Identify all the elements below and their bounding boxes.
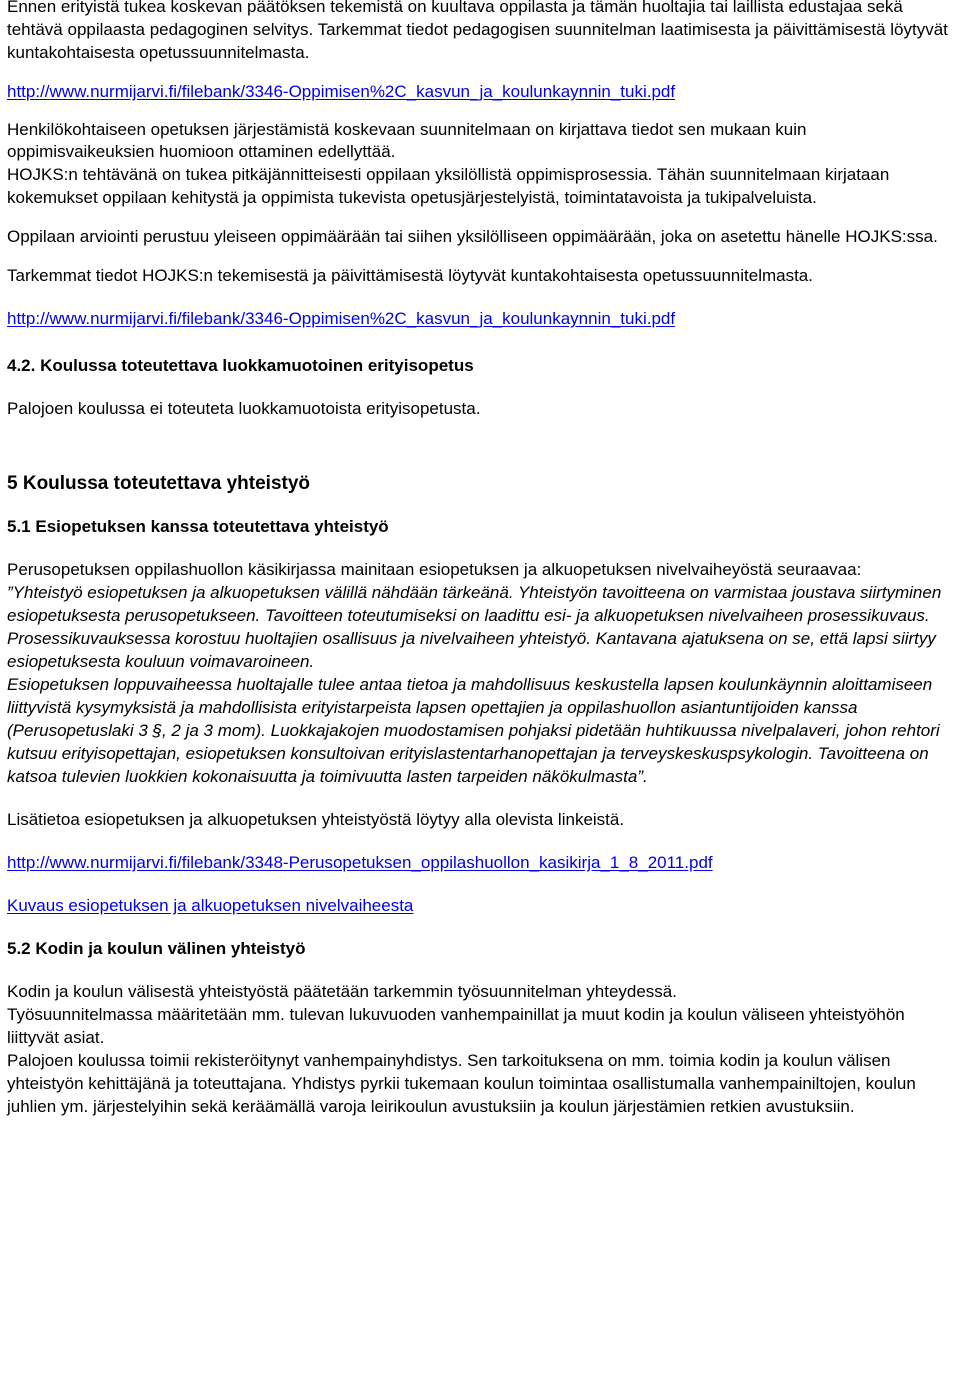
paragraph-tyosuunnitelma: Kodin ja koulun välisestä yhteistyöstä päätetään tarkemmin työsuunnitelman yhteydessä. [7,982,677,1001]
paragraph-oppilashuollon-kasikirja: Perusopetuksen oppilashuollon käsikirjassa mainitaan esiopetuksen ja alkuopetuksen nivelvaiheyöstä seuraavaa: [7,560,862,579]
link-oppimisen-tuki-1[interactable] [7,80,957,103]
link-oppimisen-tuki-2[interactable] [7,307,957,330]
document-page [7,0,957,1118]
paragraph-henkilokohtainen-suunnitelma: Henkilökohtaiseen opetuksen järjestämistä koskevaan suunnitelmaan on kirjattava tiedot sen mukaan kuin oppimisvaikeuksien huomioon ottaminen edellyttää. [7,120,807,161]
paragraph-arviointi: Oppilaan arviointi perustuu yleiseen oppimäärään tai siihen yksilölliseen oppimäärään, joka on asetettu hänelle HOJKS:ssa. [7,227,938,246]
link-nivelvaihe-kuvaus-text[interactable]: Kuvaus esiopetuksen ja alkuopetuksen nivelvaiheesta [7,896,414,915]
quote-nivelvaihe-1: ”Yhteistyö esiopetuksen ja alkuopetuksen välillä nähdään tärkeänä. Yhteistyön tavoitteena on varmistaa joustava siirtyminen esiopetuksesta perusopetukseen. Tavoitteen toteutumiseksi on laadittu esi- ja alkuopetuksen nivelvaiheen prosessikuvaus. Prosessikuvauksessa korostuu huoltajien osallisuus ja nivelvaiheen yhteistyö. Kantavana ajatuksena on se, että lapsi siirtyy esiopetuksesta kouluun voimavaroineen. [7,583,942,671]
paragraph-vanhempainyhdistys: Palojoen koulussa toimii rekisteröitynyt vanhempainyhdistys. Sen tarkoituksena on mm. toimia kodin ja koulun välisen yhteistyön kehittäjänä ja toteuttajana. Yhdistys pyrkii tukemaan koulun toimintaa osallistumalla vanhempainiltojen, koulun juhlien ym. järjestelyihin sekä keräämällä varoja leirikoulun avustuksiin ja koulun järjestämien retkien avustuksiin. [7,1051,916,1116]
heading-5-1: 5.1 Esiopetuksen kanssa toteutettava yhteistyö [7,517,389,536]
quote-nivelvaihe-2: Esiopetuksen loppuvaiheessa huoltajalle tulee antaa tietoa ja mahdollisuus keskustella lapsen koulunkäynnin aloittamiseen liittyvistä kysymyksistä ja mahdollisista erityistarpeista lapsen opettajien ja oppilashuollon asiantuntijoiden kanssa (Perusopetuslaki 3 §, 2 ja 3 mom). Luokkajakojen muodostamisen pohjaksi pidetään huhtikuussa nivelpalaveri, johon rehtori kutsuu erityisopettajan, esiopetuksen konsultoivan erityislastentarhanopettajan ja terveyskeskuspsykologin. Tavoitteena on katsoa tulevien luokkien kokonaisuutta ja toimivuutta lasten tarpeiden näkökulmasta”. [7,675,940,786]
heading-5-2: 5.2 Kodin ja koulun välinen yhteistyö [7,939,306,958]
paragraph-hojks-tehtava: HOJKS:n tehtävänä on tukea pitkäjännitteisesti oppilaan yksilöllistä oppimisprosessia. Tähän suunnitelmaan kirjataan kokemukset oppilaan kehitystä ja oppimista tukevista opetusjärjestelyistä, toimintatavoista ja tukipalveluista. [7,165,890,207]
paragraph-vanhempainillat: Työsuunnitelmassa määritetään mm. tulevan lukuvuoden vanhempainillat ja muut kodin ja koulun väliseen yhteistyöhön liittyvät asiat. [7,1005,905,1047]
paragraph-lisatietoa: Lisätietoa esiopetuksen ja alkuopetuksen yhteistyöstä löytyy alla olevista linkeistä. [7,810,625,829]
link-nivelvaihe-kuvaus[interactable] [7,894,957,917]
heading-4-2: 4.2. Koulussa toteutettava luokkamuotoinen erityisopetus [7,356,474,375]
paragraph-erityinen-tuki: Ennen erityistä tukea koskevan päätöksen tekemistä on kuultava oppilasta ja tämän huoltajia tai laillista edustajaa sekä tehtävä oppilaasta pedagoginen selvitys. Tarkemmat tiedot pedagogisen suunnitelman laatimisesta ja päivittämisestä löytyvät kuntakohtaisesta opetussuunnitelmasta. [7,0,948,62]
link-oppimisen-tuki-1-text[interactable]: http://www.nurmijarvi.fi/filebank/3346-Oppimisen%2C_kasvun_ja_koulunkaynnin_tuki.pdf [7,82,676,101]
paragraph-luokkamuotoinen: Palojoen koulussa ei toteuteta luokkamuotoista erityisopetusta. [7,399,481,418]
heading-5: 5 Koulussa toteutettava yhteistyö [7,473,311,494]
paragraph-hojks-tarkemmat: Tarkemmat tiedot HOJKS:n tekemisestä ja päivittämisestä löytyvät kuntakohtaisesta opetussuunnitelmasta. [7,266,813,285]
link-oppilashuollon-kasikirja[interactable] [7,851,957,874]
link-oppilashuollon-kasikirja-text[interactable]: http://www.nurmijarvi.fi/filebank/3348-Perusopetuksen_oppilashuollon_kasikirja_1_8_2011.pdf [7,853,713,872]
link-oppimisen-tuki-2-text[interactable]: http://www.nurmijarvi.fi/filebank/3346-Oppimisen%2C_kasvun_ja_koulunkaynnin_tuki.pdf [7,309,676,328]
